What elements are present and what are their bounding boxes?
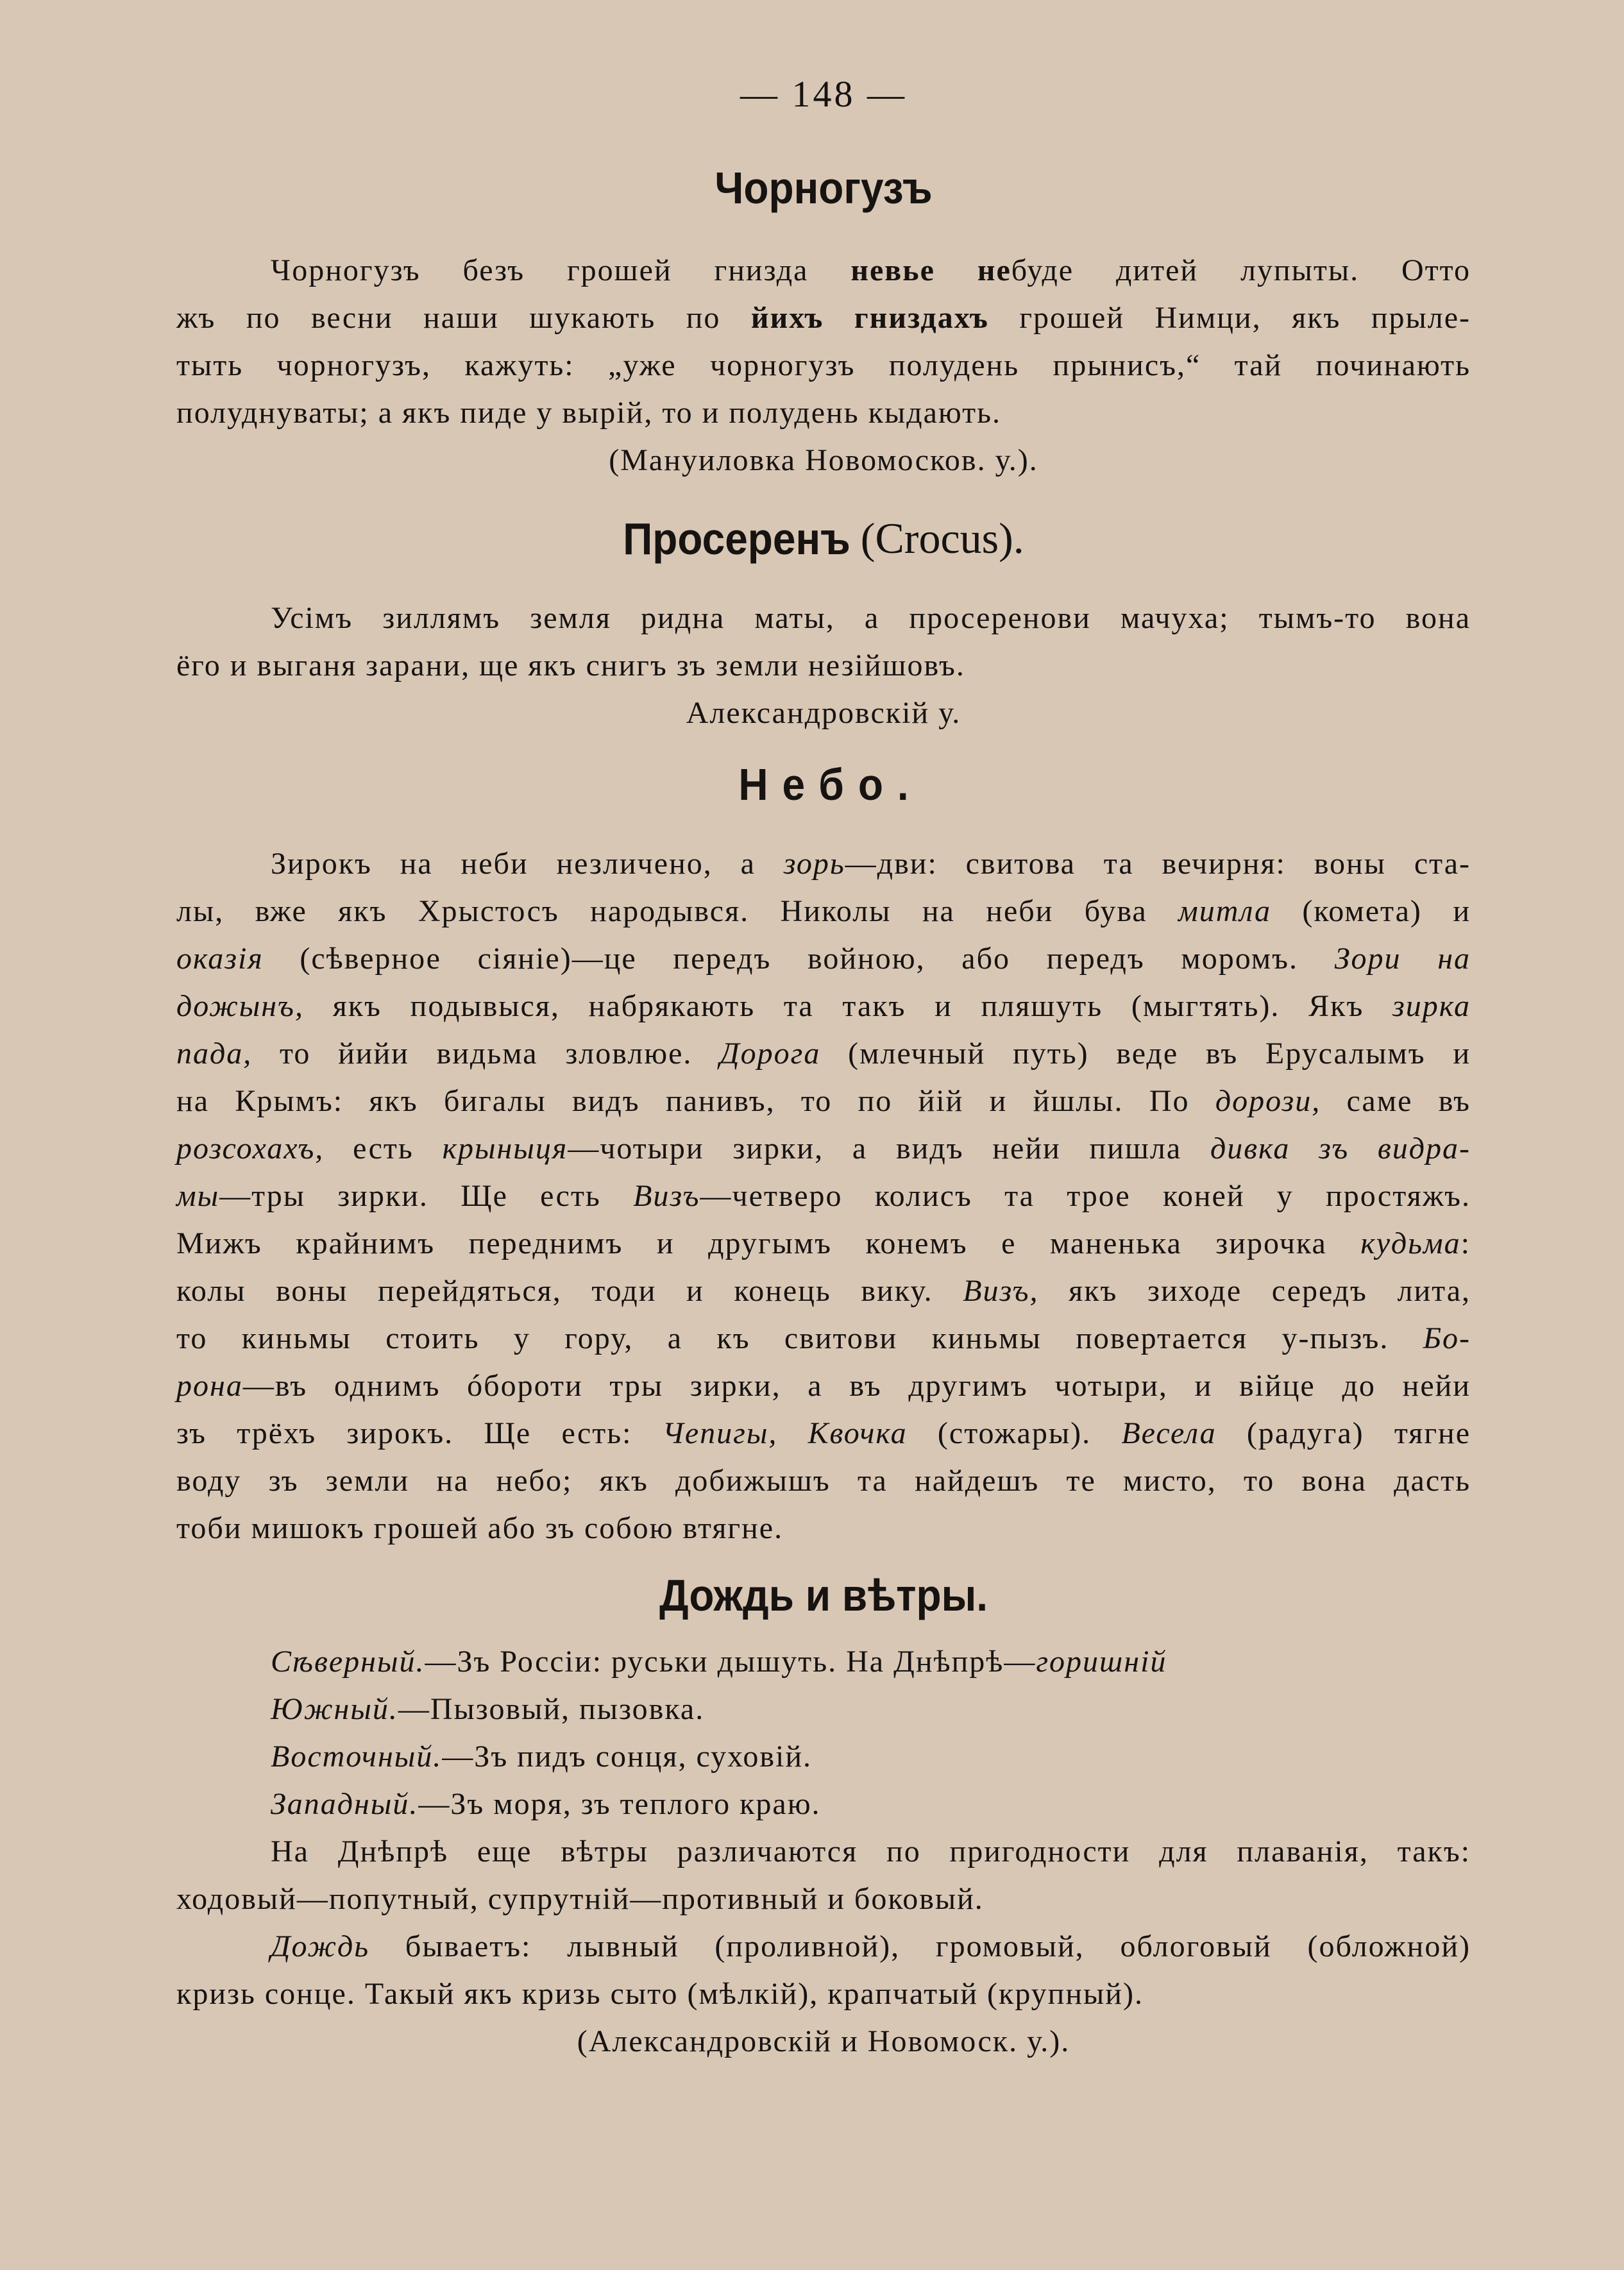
text-segment: —въ однимъ óбороти тры зирки, а въ другимъ чотыри, и вiйце до нейи: [242, 1369, 1471, 1403]
text-segment: На Днѣпрѣ еще вѣтры различаются по пригодности для плаванiя, такъ:: [271, 1834, 1471, 1868]
text-segment: то киньмы стоить у гору, а къ свитови киньмы повертается у-пызъ.: [176, 1321, 1423, 1355]
text-line: [176, 247, 1471, 294]
italic-text: митла: [1178, 894, 1271, 928]
italic-text: пада,: [176, 1037, 253, 1071]
text-line: [176, 1970, 1471, 2018]
source-attribution: (Мануиловка Новомосков. у.).: [609, 443, 1038, 477]
text-segment: (сѣверное сiянiе)—це передъ войною, або передъ моромъ.: [263, 942, 1335, 976]
italic-text: Зори на: [1334, 942, 1471, 976]
section-heading: [176, 159, 1471, 217]
text-segment: —дви: свитова та вечирня: воны ста-: [845, 847, 1471, 881]
text-line: [176, 1505, 1471, 1552]
paragraph: [176, 1923, 1471, 2018]
text-segment: зъ трёхъ зирокъ. Ще есть:: [176, 1416, 663, 1450]
text-line: [176, 840, 1471, 888]
text-line: [176, 342, 1471, 389]
text-line: [176, 1733, 1471, 1781]
text-line: [176, 1125, 1471, 1173]
text-segment: якъ зиходе середъ лита,: [1038, 1274, 1471, 1308]
source-attribution: Александровскiй у.: [686, 696, 961, 730]
text-segment: [935, 253, 977, 287]
heading-title: Чорногузъ: [715, 163, 933, 213]
text-line: [176, 1315, 1471, 1362]
text-line: [176, 983, 1471, 1030]
page-number: — 148 —: [740, 73, 907, 115]
text-line: [176, 294, 1471, 342]
heading-title: Небо.: [738, 759, 923, 809]
bold-text: не: [977, 253, 1011, 287]
section-nebo: [176, 756, 1471, 1552]
text-line: [176, 1410, 1471, 1457]
text-line: [176, 935, 1471, 983]
text-line: [176, 1876, 1471, 1923]
paragraph: [176, 1781, 1471, 1828]
text-segment: полуднуваты; а якъ пиде у вырiй, то и полудень кыдають.: [176, 396, 1002, 430]
text-line: [176, 1457, 1471, 1505]
italic-text: Визъ,: [963, 1274, 1039, 1308]
text-segment: (стожары).: [907, 1416, 1122, 1450]
text-line: [176, 1686, 1471, 1733]
text-segment: тыть чорногузъ, кажуть: „уже чорногузъ полудень прынисъ,“ тай починають: [176, 348, 1471, 382]
text-segment: жъ по весни наши шукають по: [176, 301, 751, 335]
italic-text: зорь: [783, 847, 845, 881]
text-segment: якъ подывыся, набрякають та такъ и пляшуть (мыгтять). Якъ: [303, 989, 1393, 1023]
text-segment: —четверо колисъ та трое коней у простяжъ.: [700, 1179, 1471, 1213]
paragraph: [176, 1638, 1471, 1686]
text-segment: Усiмъ зиллямъ земля ридна маты, а просеренови мачуха; тымъ-то вона: [271, 601, 1471, 635]
section-chornoguz: [176, 159, 1471, 484]
text-line: [176, 1362, 1471, 1410]
text-segment: лы, вже якъ Хрыстосъ народывся. Николы на неби бува: [176, 894, 1179, 928]
text-line: [176, 1030, 1471, 1078]
text-segment: —тры зирки. Ще есть: [219, 1179, 634, 1213]
italic-text: Весела: [1121, 1416, 1217, 1450]
italic-text: Дорога: [720, 1037, 821, 1071]
text-line: [176, 595, 1471, 642]
text-line: [176, 1078, 1471, 1125]
heading-title: Дождь и вѣтры.: [659, 1570, 988, 1620]
section-body: [176, 1638, 1471, 2018]
section-dozhd-vetry: [176, 1566, 1471, 2065]
italic-text: горишнiй: [1036, 1645, 1167, 1679]
italic-text: зирка: [1392, 989, 1471, 1023]
section-heading: [176, 756, 1471, 813]
paragraph: [176, 1686, 1471, 1733]
text-line: [176, 1267, 1471, 1315]
text-segment: саме въ: [1321, 1084, 1471, 1118]
italic-text: рона: [176, 1369, 243, 1403]
text-segment: :: [1460, 1226, 1471, 1260]
source-attribution: (Александровскiй и Новомоск. у.).: [577, 2024, 1070, 2058]
paragraph: [176, 1828, 1471, 1923]
italic-text: Чепигы, Квочка: [662, 1416, 908, 1450]
italic-text: Южный.: [271, 1692, 398, 1726]
text-segment: —Зъ пидъ сонця, суховiй.: [442, 1740, 813, 1774]
section-body: [176, 595, 1471, 690]
text-segment: буде дитей лупыты. Отто: [1011, 253, 1471, 287]
text-line: [176, 1781, 1471, 1828]
text-line: [176, 888, 1471, 935]
paragraph: [176, 840, 1471, 1552]
text-segment: —Пызовый, пызовка.: [398, 1692, 705, 1726]
paragraph: [176, 247, 1471, 437]
heading-latin-name: (Crocus).: [860, 514, 1024, 563]
text-segment: колы воны перейдяться, тоди и конець вику.: [176, 1274, 963, 1308]
text-segment: то йийи видьма зловлюе.: [252, 1037, 720, 1071]
italic-text: Дождь: [271, 1929, 370, 1963]
text-line: [176, 1173, 1471, 1220]
text-segment: бываетъ: лывный (проливной), громовый, облоговый (обложной): [369, 1929, 1471, 1963]
text-segment: (комета) и: [1271, 894, 1471, 928]
text-line: [176, 642, 1471, 690]
section-body: [176, 247, 1471, 437]
text-line: [176, 389, 1471, 437]
text-line: [176, 1828, 1471, 1876]
section-heading: [176, 1566, 1471, 1624]
italic-text: оказiя: [176, 942, 264, 976]
text-segment: воду зъ земли на небо; якъ добижышъ та найдешъ те мисто, то вона дасть: [176, 1464, 1471, 1498]
italic-text: кудьма: [1360, 1226, 1461, 1260]
italic-text: дивка зъ видра-: [1210, 1131, 1471, 1165]
text-segment: ёго и выганя зарани, ще якъ снигъ зъ земли незiйшовъ.: [176, 648, 965, 682]
text-segment: —Зъ моря, зъ теплого краю.: [418, 1787, 821, 1821]
italic-text: Сѣверный.: [271, 1645, 425, 1679]
italic-text: Восточный.: [271, 1740, 443, 1774]
text-segment: кризь сонце. Такый якъ кризь сыто (мѣлкiй), крапчатый (крупный).: [176, 1977, 1144, 2011]
text-segment: Мижъ крайнимъ переднимъ и другымъ конемъ е маненька зирочка: [176, 1226, 1361, 1260]
bold-text: йихъ гниздахъ: [750, 301, 989, 335]
section-heading: [176, 509, 1471, 567]
italic-text: мы: [176, 1179, 220, 1213]
section-body: [176, 840, 1471, 1552]
text-segment: тоби мишокъ грошей або зъ собою втягне.: [176, 1511, 784, 1545]
text-segment: (млечный путь) веде въ Ерусалымъ и: [820, 1037, 1471, 1071]
text-segment: —Зъ Россiи: руськи дышуть. На Днѣпрѣ—: [425, 1645, 1036, 1679]
text-line: [176, 1923, 1471, 1970]
italic-text: Западный.: [271, 1787, 419, 1821]
italic-text: Визъ: [633, 1179, 700, 1213]
text-line: [176, 1638, 1471, 1686]
text-line: [176, 1220, 1471, 1267]
italic-text: дожынъ,: [176, 989, 304, 1023]
text-segment: грошей Нимци, якъ прыле-: [988, 301, 1471, 335]
text-segment: есть: [324, 1131, 443, 1165]
bold-text: невье: [850, 253, 935, 287]
text-segment: (радуга) тягне: [1216, 1416, 1471, 1450]
text-segment: Зирокъ на неби незличено, а: [271, 847, 784, 881]
italic-text: крыныця: [442, 1131, 568, 1165]
text-segment: —чотыри зирки, а видъ нейи пишла: [568, 1131, 1210, 1165]
italic-text: дорози,: [1215, 1084, 1321, 1118]
heading-title: Просеренъ: [623, 514, 850, 564]
paragraph: [176, 595, 1471, 690]
section-proseren: [176, 509, 1471, 737]
text-segment: Чорногузъ безъ грошей гнизда: [271, 253, 851, 287]
text-segment: на Крымъ: якъ бигалы видъ панивъ, то по йiй и йшлы. По: [176, 1084, 1215, 1118]
text-segment: ходовый—попутный, супрутнiй—противный и боковый.: [176, 1882, 984, 1916]
italic-text: розсохахъ,: [176, 1131, 325, 1165]
italic-text: Бо-: [1423, 1321, 1471, 1355]
paragraph: [176, 1733, 1471, 1781]
